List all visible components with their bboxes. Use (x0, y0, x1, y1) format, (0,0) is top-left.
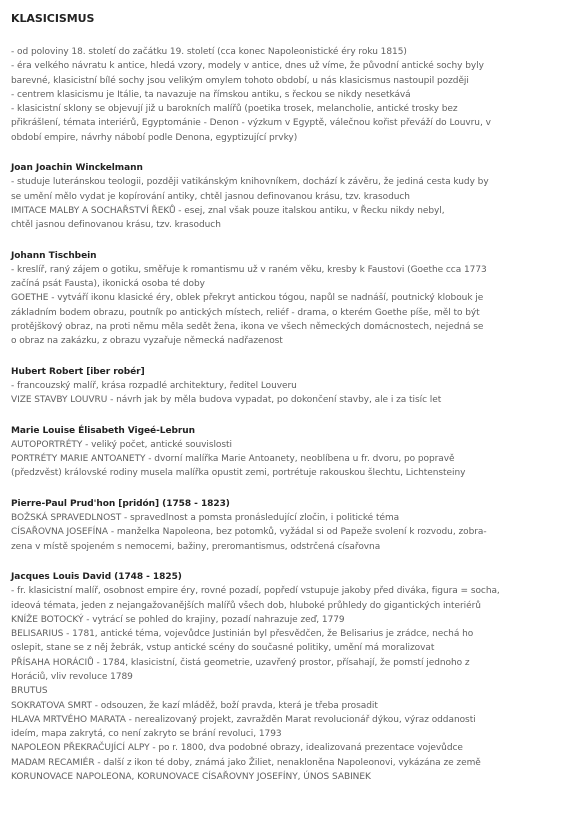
section-line: AUTOPORTRÉTY - veliký počet, antické souvislosti (11, 439, 232, 450)
section-heading: Jacques Louis David (1748 - 1825) (11, 571, 182, 582)
section-line: IMITACE MALBY A SOCHAŘSTVÍ ŘEKŮ - esej, znal však pouze italskou antiku, v Řecku nikdy nebyl, (11, 205, 445, 216)
section-line: ideová témata, jeden z nejangažovanějších malířů všech dob, hluboké průhledy do gigantických interiérů (11, 600, 481, 611)
document-page (11, 12, 555, 800)
section-robert (11, 365, 555, 408)
section-line: zena v místě spojeném s nemocemi, bažiny, preromantismus, odstrčená císařovna (11, 541, 381, 552)
section-line: - fr. klasicistní malíř, osobnost empire éry, rovné pozadí, popředí vstupuje jakoby před diváka, figura = socha, (11, 586, 500, 597)
section-line: BELISARIUS - 1781, antické téma, vojevůdce Justinián byl přesvědčen, že Belisarius je zrádce, nechá ho (11, 629, 474, 640)
intro-block (11, 45, 555, 145)
section-line: KORUNOVACE NAPOLEONA, KORUNOVACE CÍSAŘOVNY JOSEFÍNY, ÚNOS SABINEK (11, 772, 371, 783)
document-title: KLASICISMUS (11, 12, 95, 25)
section-vigee-lebrun (11, 424, 555, 481)
section-line: MADAM RECAMIÉR - další z ikon té doby, známá jako Žiliet, nenakloněna Napoleonovi, vykázána ze země (11, 757, 481, 768)
section-line: Horáciů, vliv revoluce 1789 (11, 671, 133, 682)
section-line: se umění mělo vydat je kopírování antiky, chtěl jasnou definovanou krásu, tzv. krasoduch (11, 191, 410, 202)
section-line: začíná psát Fausta), ikonická osoba té doby (11, 279, 205, 290)
section-line: (předzvěst) královské rodiny musela malířka opustit zemi, portrétuje rakouskou šlechtu, Lichtensteiny (11, 468, 466, 479)
section-line: protějškový obraz, na proti němu měla sedět žena, ikona ve všech německých domácnostech, nejedná se (11, 322, 484, 333)
section-prudhon (11, 497, 555, 554)
section-line: BRUTUS (11, 686, 48, 697)
section-line: GOETHE - vytváří ikonu klasické éry, oblek překryt antickou tógou, napůl se nadnáší, poutnický klobouk je (11, 293, 484, 304)
section-line: BOŽSKÁ SPRAVEDLNOST - spravedlnost a pomsta pronásledující zločin, i politické téma (11, 513, 400, 524)
intro-line: - od poloviny 18. století do začátku 19. století (cca konec Napoleonistické éry roku 1815) (11, 47, 407, 57)
section-line: KNÍŽE BOTOCKÝ - vytrácí se pohled do krajiny, pozadí nahrazuje zeď, 1779 (11, 614, 345, 625)
section-heading: Johann Tischbein (11, 250, 97, 261)
section-line: CÍSAŘOVNA JOSEFÍNA - manželka Napoleona, bez potomků, vyžádal si od Papeže svolení k rozvodu, zobra- (11, 527, 487, 538)
section-line: základním bodem obrazu, poutník po antických místech, reliéf - drama, o kterém Goethe píše, měl to být (11, 307, 480, 318)
section-line: ideím, mapa zakrytá, co není zakryto se brání revoluci, 1793 (11, 729, 282, 740)
section-tischbein (11, 249, 555, 349)
section-heading: Marie Louise Élisabeth Vigeé-Lebrun (11, 425, 195, 436)
section-line: - francouzský malíř, krása rozpadlé architektury, ředitel Louveru (11, 380, 297, 391)
section-heading: Joan Joachin Winckelmann (11, 163, 143, 174)
section-winckelmann (11, 161, 555, 232)
section-line: VIZE STAVBY LOUVRU - návrh jak by měla budova vypadat, po dokončení stavby, ale i za tisíc let (11, 395, 442, 406)
section-line: - kreslíř, raný zájem o gotiku, směřuje k romantismu už v raném věku, kresby k Faustovi (Goethe cca 1773 (11, 264, 487, 275)
section-line: oslepit, stane se z něj žebrák, vstup antické scény do současné politiky, umění má moralizovat (11, 643, 435, 654)
section-heading: Pierre-Paul Prud'hon [pridón] (1758 - 1823) (11, 498, 230, 509)
intro-line: barevné, klasicistní bílé sochy jsou velikým omylem tohoto období, u nás klasicismus nastoupil později (11, 75, 469, 86)
intro-line: - éra velkého návratu k antice, hledá vzory, modely v antice, dnes už víme, že původní antické sochy byly (11, 61, 484, 72)
intro-line: - klasicistní sklony se objevují již u barokních malířů (poetika trosek, melancholie, antické trosky bez (11, 104, 458, 115)
section-david (11, 570, 555, 784)
section-line: SOKRATOVA SMRT - odsouzen, že kazí mláděž, boží pravda, která je třeba prosadit (11, 700, 378, 711)
section-line: PORTRÉTY MARIE ANTOANETY - dvorní malířka Marie Antoanety, neoblíbena u fr. dvoru, po popravě (11, 454, 455, 465)
intro-line: období empire, návrhy nábobí podle Denona, egyptizující prvky) (11, 132, 298, 143)
intro-line: přikrášlení, témata interiérů, Egyptománie - Denon - výzkum v Egyptě, válečnou kořist převáží do Louvru, v (11, 118, 491, 129)
section-heading: Hubert Robert [iber robér] (11, 366, 145, 377)
section-line: HLAVA MRTVÉHO MARATA - nerealizovaný projekt, zavražděn Marat revolucionář dýkou, výraz oddanosti (11, 714, 476, 725)
section-line: NAPOLEON PŘEKRAČUJÍCÍ ALPY - po r. 1800, dva podobné obrazy, idealizovaná prezentace vojevůdce (11, 743, 463, 754)
section-line: chtěl jasnou definovanou krásu, tzv. krasoduch (11, 220, 221, 231)
section-line: PŘÍSAHA HORÁCIŮ - 1784, klasicistní, čistá geometrie, uzavřený prostor, přísahají, že pomstí jednoho z (11, 657, 470, 668)
section-line: - studuje luteránskou teologii, později vatikánským knihovníkem, dochází k závěru, že jediná cesta kudy by (11, 177, 489, 188)
intro-line: - centrem klasicismu je Itálie, ta navazuje na římskou antiku, s řeckou se nikdy nesetkává (11, 89, 411, 100)
section-line: o obraz na zakázku, z obrazu vyzařuje německá nadřazenost (11, 336, 283, 347)
